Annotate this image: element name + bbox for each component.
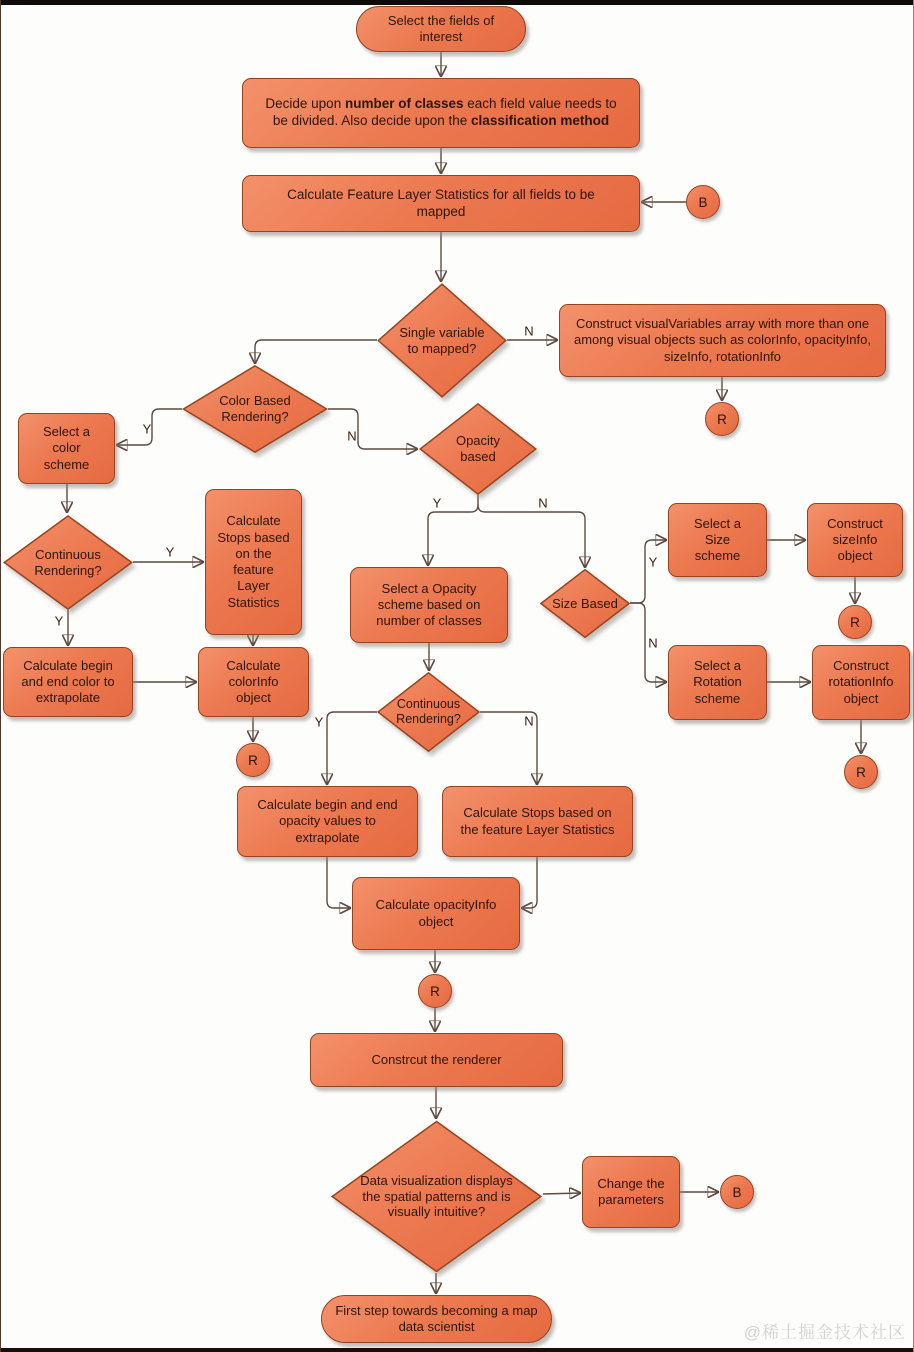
label-yes-opacity: Y <box>432 495 442 511</box>
top-border-bar <box>0 0 914 5</box>
node-size-based-text: Size Based <box>552 595 618 611</box>
node-opacity-based-text: Opacity based <box>455 433 501 464</box>
node-calc-feature-stats: Calculate Feature Layer Statistics for all fields to be mapped <box>242 175 640 232</box>
bottom-border-bar <box>0 1348 914 1352</box>
decide-bold-number-of-classes: number of classes <box>344 96 464 112</box>
edge-cr2-beginopacity <box>327 712 377 784</box>
label-no-singlevar: N <box>524 323 534 339</box>
label-yes-colorbased: Y <box>142 421 152 437</box>
node-decide-classes-text <box>265 96 617 130</box>
node-size-based-decision <box>540 569 630 638</box>
edge-colorbased-opacity <box>328 409 417 449</box>
node-construct-visualvariables: Construct visualVariables array with more than one among visual objects such as colorInfo, opacityInfo, sizeInfo, rotationInfo <box>559 304 886 377</box>
node-data-visualization-text: Data visualization displays the spatial patterns and is visually intuitive? <box>360 1173 513 1220</box>
label-no-sizebased: N <box>648 635 658 651</box>
node-construct-rotationinfo: Construct rotationInfo object <box>812 645 910 720</box>
decide-text-1: Decide upon <box>265 96 345 112</box>
label-no-colorbased: N <box>347 428 357 444</box>
label-no-contrend2: N <box>524 713 534 729</box>
connector-b-bottom: B <box>720 1175 754 1209</box>
node-continuous-rendering-1 <box>3 515 133 610</box>
label-yes-contrend1-right: Y <box>165 544 175 560</box>
node-construct-renderer: Constrcut the renderer <box>310 1033 563 1087</box>
label-yes-contrend2: Y <box>314 714 324 730</box>
node-single-variable-decision <box>377 283 507 398</box>
node-calc-stops-opacity: Calculate Stops based on the feature Layer Statistics <box>442 786 633 857</box>
node-single-variable-text: Single variable to mapped? <box>399 324 485 356</box>
node-calc-begin-end-color: Calculate begin and end color to extrapolate <box>3 647 133 717</box>
edge-opacity-sizebased <box>478 505 585 567</box>
label-yes-sizebased: Y <box>648 554 658 570</box>
label-no-opacity: N <box>538 495 548 511</box>
node-calc-stops-color: Calculate Stops based on the feature Layer Statistics <box>205 489 302 635</box>
connector-r-rotationinfo: R <box>844 755 878 789</box>
edge-stops2-opacityinfo <box>522 857 537 908</box>
node-construct-sizeinfo: Construct sizeInfo object <box>807 503 903 577</box>
node-select-opacity-scheme: Select a Opacity scheme based on number of classes <box>350 567 508 643</box>
decide-bold-classification-method: classification method <box>471 113 610 128</box>
connector-r-sizeinfo: R <box>838 605 872 639</box>
connector-r-visualvariables: R <box>705 402 739 436</box>
node-continuous-rendering-2 <box>377 672 480 752</box>
node-decide-classes <box>242 78 640 148</box>
connector-r-opacityinfo: R <box>418 974 452 1008</box>
edge-sizebased-selectsize <box>630 540 666 603</box>
node-calc-colorinfo: Calculate colorInfo object <box>198 647 309 717</box>
label-yes-contrend1-down: Y <box>54 613 64 629</box>
node-calc-opacityinfo: Calculate opacityInfo object <box>352 877 520 950</box>
node-opacity-based-decision <box>419 403 537 495</box>
edge-singlevar-colorbased <box>255 340 377 363</box>
node-color-based-decision <box>182 365 328 453</box>
node-start-terminator: Select the fields of interest <box>356 6 526 52</box>
node-data-visualization-decision <box>330 1120 543 1273</box>
node-select-rotation-scheme: Select a Rotation scheme <box>668 645 767 720</box>
connector-r-colorinfo: R <box>236 743 270 777</box>
node-continuous-rendering-1-text: Continuous Rendering? <box>34 546 102 578</box>
left-border-line <box>0 0 1 1352</box>
node-continuous-rendering-2-text: Continuous Rendering? <box>396 697 461 726</box>
node-end-terminator: First step towards becoming a map data scientist <box>321 1295 552 1343</box>
connector-b-top: B <box>686 185 720 219</box>
node-color-based-text: Color Based Rendering? <box>219 393 291 424</box>
node-calc-begin-end-opacity: Calculate begin and end opacity values to extrapolate <box>237 786 418 857</box>
node-select-color-scheme: Select a color scheme <box>18 413 115 484</box>
watermark-text: @稀土掘金技术社区 <box>743 1323 906 1342</box>
edge-beginopacity-opacityinfo <box>327 857 350 908</box>
node-change-parameters: Change the parameters <box>582 1156 680 1228</box>
edge-datavis-change <box>543 1193 580 1194</box>
node-select-size-scheme: Select a Size scheme <box>668 503 767 577</box>
decide-text-2: each field value needs to be divided. Also decide upon the <box>272 96 617 128</box>
